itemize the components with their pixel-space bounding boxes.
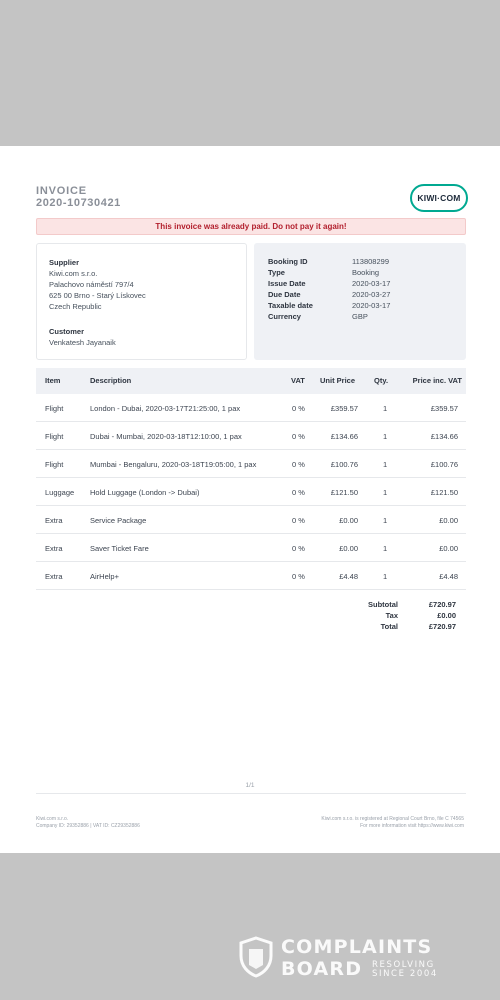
footer-divider: [36, 793, 466, 794]
booking-id-value: 113808299: [352, 257, 389, 266]
kiwi-logo-text: KIWI·COM: [417, 193, 461, 203]
total-label: Total: [380, 622, 398, 631]
row-total: £100.76: [430, 460, 458, 469]
customer-name: Venkatesh Jayanaik: [49, 338, 116, 347]
due-date-label: Due Date: [268, 290, 301, 299]
table-row: [36, 478, 466, 506]
row-vat: 0 %: [292, 404, 305, 413]
shield-icon: [238, 936, 274, 978]
header-qty: Qty.: [374, 376, 389, 385]
footer-registration: Kiwi.com s.r.o. is registered at Regional Court Brno, file C 74565: [321, 816, 464, 822]
header-price-inc-vat: Price inc. VAT: [412, 376, 462, 385]
row-description: Dubai - Mumbai, 2020-03-18T12:10:00, 1 pax: [90, 432, 242, 441]
header-vat: VAT: [291, 376, 305, 385]
type-label: Type: [268, 268, 285, 277]
invoice-number: 2020-10730421: [36, 197, 121, 209]
subtotal-label: Subtotal: [368, 600, 398, 609]
table-row: [36, 534, 466, 562]
row-total: £4.48: [439, 572, 458, 581]
table-row: [36, 450, 466, 478]
row-unit-price: £0.00: [339, 544, 358, 553]
row-total: £121.50: [430, 488, 458, 497]
row-qty: 1: [383, 544, 388, 553]
row-description: London - Dubai, 2020-03-17T21:25:00, 1 pax: [90, 404, 241, 413]
row-total: £0.00: [439, 544, 458, 553]
row-unit-price: £134.66: [330, 432, 358, 441]
row-vat: 0 %: [292, 488, 305, 497]
tax-label: Tax: [385, 611, 398, 620]
row-description: Mumbai - Bengaluru, 2020-03-18T19:05:00, 1 pax: [90, 460, 257, 469]
row-unit-price: £0.00: [339, 516, 358, 525]
row-item: Extra: [45, 516, 63, 525]
header-item: Item: [45, 376, 61, 385]
row-description: Service Package: [90, 516, 147, 525]
row-vat: 0 %: [292, 572, 305, 581]
row-vat: 0 %: [292, 432, 305, 441]
subtotal-value: £720.97: [428, 600, 456, 609]
supplier-line: Palachovo náměstí 797/4: [49, 280, 134, 289]
watermark-sub1: RESOLVING: [372, 960, 435, 970]
type-value: Booking: [352, 268, 380, 277]
booking-id-label: Booking ID: [268, 257, 308, 266]
customer-label: Customer: [49, 327, 85, 336]
footer-company: Kiwi.com s.r.o.: [36, 816, 69, 822]
issue-date-value: 2020-03-17: [352, 279, 391, 288]
row-unit-price: £359.57: [330, 404, 358, 413]
taxable-date-label: Taxable date: [268, 301, 313, 310]
tax-value: £0.00: [437, 611, 456, 620]
due-date-value: 2020-03-27: [352, 290, 391, 299]
row-total: £134.66: [430, 432, 458, 441]
issue-date-label: Issue Date: [268, 279, 306, 288]
total-value: £720.97: [428, 622, 456, 631]
row-qty: 1: [383, 572, 388, 581]
row-total: £0.00: [439, 516, 458, 525]
booking-details-box: [254, 243, 466, 360]
paid-notice-banner: [36, 218, 466, 235]
row-vat: 0 %: [292, 460, 305, 469]
row-item: Flight: [45, 404, 64, 413]
row-item: Flight: [45, 432, 64, 441]
row-description: Hold Luggage (London -> Dubai): [90, 488, 200, 497]
watermark-line2: BOARD: [281, 958, 363, 980]
taxable-date-value: 2020-03-17: [352, 301, 391, 310]
header-unit-price: Unit Price: [320, 376, 356, 385]
paid-notice-text: This invoice was already paid. Do not pay it again!: [155, 222, 347, 231]
table-row: [36, 562, 466, 590]
invoice-title: INVOICE: [36, 185, 87, 197]
table-row: [36, 422, 466, 450]
row-total: £359.57: [430, 404, 458, 413]
row-description: Saver Ticket Fare: [90, 544, 149, 553]
table-row: [36, 506, 466, 534]
footer-company-ids: Company ID: 29352886 | VAT ID: CZ29352886: [36, 823, 140, 829]
kiwi-logo: [410, 184, 468, 212]
row-qty: 1: [383, 460, 388, 469]
currency-value: GBP: [352, 312, 368, 321]
currency-label: Currency: [268, 312, 301, 321]
invoice-page: [0, 146, 500, 853]
page-number: 1/1: [245, 782, 255, 789]
supplier-line: 625 00 Brno - Starý Lískovec: [49, 291, 146, 300]
watermark-line1: COMPLAINTS: [281, 936, 433, 958]
row-vat: 0 %: [292, 544, 305, 553]
table-row: [36, 394, 466, 422]
row-qty: 1: [383, 404, 388, 413]
supplier-label: Supplier: [49, 258, 80, 267]
complaints-board-watermark: [238, 936, 458, 980]
row-qty: 1: [383, 432, 388, 441]
header-description: Description: [90, 376, 132, 385]
row-item: Extra: [45, 544, 63, 553]
row-unit-price: £100.76: [330, 460, 358, 469]
supplier-line: Kiwi.com s.r.o.: [49, 269, 98, 278]
table-header: [36, 368, 466, 394]
row-vat: 0 %: [292, 516, 305, 525]
row-qty: 1: [383, 516, 388, 525]
row-unit-price: £4.48: [339, 572, 358, 581]
row-unit-price: £121.50: [330, 488, 358, 497]
watermark-sub2: SINCE 2004: [372, 969, 438, 979]
row-description: AirHelp+: [90, 572, 119, 581]
footer-more-info: For more information visit https://www.kiwi.com: [360, 823, 464, 829]
row-item: Flight: [45, 460, 64, 469]
row-qty: 1: [383, 488, 388, 497]
row-item: Extra: [45, 572, 63, 581]
supplier-line: Czech Republic: [49, 302, 102, 311]
supplier-box: [36, 243, 247, 360]
row-item: Luggage: [45, 488, 75, 497]
